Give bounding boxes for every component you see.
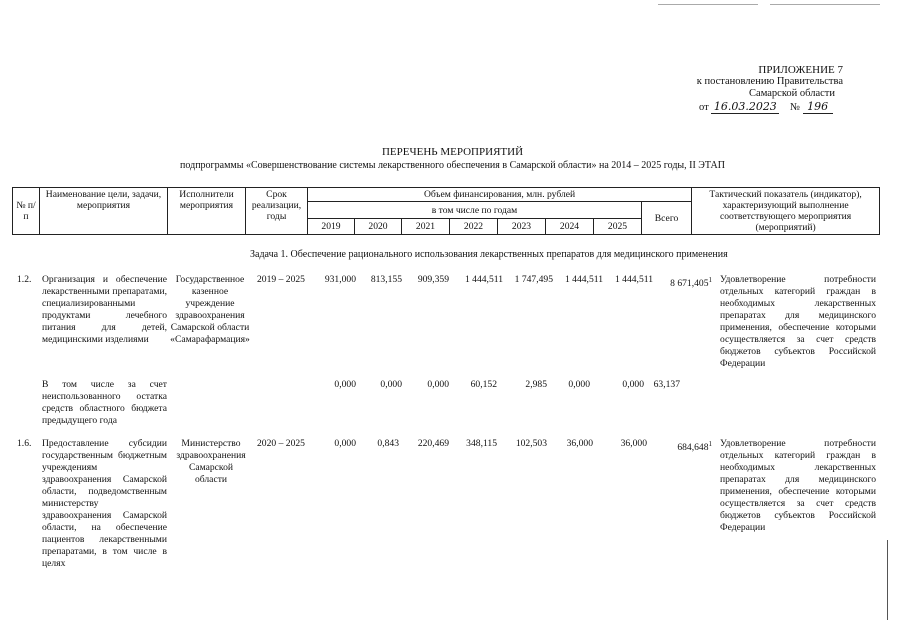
header-num: № п/п: [13, 188, 40, 235]
row-value-2024: 1 444,511: [564, 274, 603, 285]
row-name: Организация и обеспечение лекарственными препаратами, специализированными продуктами лечебного питания для детей, медицинскими изделиями: [42, 274, 167, 345]
row-num: 1.2.: [17, 274, 32, 285]
row-term: 2020 – 2025: [257, 438, 305, 449]
header-year-2020: 2020: [355, 219, 402, 235]
row-total-value: 8 671,405: [670, 278, 709, 290]
number-label: №: [789, 102, 800, 113]
header-by-years: в том числе по годам: [308, 202, 642, 219]
header-year-2024: 2024: [546, 219, 594, 235]
row-total-value: 684,648: [677, 442, 709, 454]
measures-table-header: [12, 187, 880, 235]
header-year-2023: 2023: [498, 219, 546, 235]
appendix-line-2: Самарской области: [749, 88, 835, 99]
row-value-2024: 0,000: [568, 379, 590, 390]
row-value-2023: 102,503: [515, 438, 547, 449]
row-executor: Государственное казенное учреждение здравоохранения Самарской области «Самарафармация»: [170, 274, 250, 345]
from-label: от: [699, 102, 709, 113]
row-value-2025: 0,000: [622, 379, 644, 390]
handwritten-number: 196: [803, 100, 833, 114]
header-year-2025: 2025: [594, 219, 642, 235]
scan-artifact: [658, 4, 758, 5]
row-value-2022: 1 444,511: [464, 274, 503, 285]
row-total-footnote: 1: [708, 276, 712, 284]
row-total: [650, 274, 712, 290]
row-value-2021: 220,469: [417, 438, 449, 449]
row-value-2022: 60,152: [470, 379, 497, 390]
appendix-line-1: к постановлению Правительства: [696, 76, 843, 87]
header-executors: Исполнители мероприятия: [168, 188, 246, 235]
row-total-footnote: 1: [708, 440, 712, 448]
row-value-2019: 0,000: [334, 438, 356, 449]
header-total: Всего: [642, 202, 692, 235]
row-value-2020: 0,843: [377, 438, 399, 449]
row-indicator: Удовлетворение потребности отдельных категорий граждан в необходимых лекарственных препаратах для медицинского применения, обеспечение которыми осуществляется за счет средств бюджетов субъектов Российской Федерации: [720, 274, 876, 369]
scan-artifact: [770, 4, 880, 5]
row-value-2019: 0,000: [334, 379, 356, 390]
document-title: ПЕРЕЧЕНЬ МЕРОПРИЯТИЙ: [381, 146, 524, 158]
row-name: В том числе за счет неиспользованного остатка средств областного бюджета предыдущего года: [42, 379, 167, 426]
row-value-2020: 0,000: [380, 379, 402, 390]
document-subtitle: подпрограммы «Совершенствование системы лекарственного обеспечения в Самарской области» на 2014 – 2025 годы, II ЭТАП: [180, 160, 725, 171]
row-value-2019: 931,000: [324, 274, 356, 285]
appendix-title: ПРИЛОЖЕНИЕ 7: [758, 64, 843, 76]
header-term: Срок реализации, годы: [246, 188, 308, 235]
header-year-2021: 2021: [402, 219, 450, 235]
row-num: 1.6.: [17, 438, 32, 449]
row-value-2023: 1 747,495: [514, 274, 553, 285]
row-value-2025: 36,000: [620, 438, 647, 449]
row-value-2022: 348,115: [466, 438, 497, 449]
row-value-2020: 813,155: [370, 274, 402, 285]
row-value-2023: 2,985: [525, 379, 547, 390]
header-year-2019: 2019: [308, 219, 355, 235]
header-volume: Объем финансирования, млн. рублей: [308, 188, 692, 202]
scan-artifact: [887, 540, 888, 620]
row-name: Предоставление субсидии государственным бюджетным учреждениям здравоохранения Самарской области, подведомственным министерству здравоохранения Самарской области, на обеспечение пациентов лекарственными препаратами, в том числе в целях: [42, 438, 167, 569]
row-term: 2019 – 2025: [257, 274, 305, 285]
row-value-2024: 36,000: [566, 438, 593, 449]
row-executor: Министерство здравоохранения Самарской области: [176, 438, 246, 485]
appendix-date-line: [699, 100, 833, 114]
row-indicator: Удовлетворение потребности отдельных категорий граждан в необходимых лекарственных препаратах для медицинского применения, обеспечение которыми осуществляется за счет средств бюджетов субъектов Российской Федерации: [720, 438, 876, 533]
row-value-2021: 909,359: [417, 274, 449, 285]
handwritten-date: 16.03.2023: [711, 100, 779, 114]
row-total: 63,137: [653, 379, 680, 390]
header-indicator: Тактический показатель (индикатор), характеризующий выполнение соответствующего мероприятия (мероприятий): [692, 188, 880, 235]
header-name: Наименование цели, задачи, мероприятия: [40, 188, 168, 235]
row-value-2021: 0,000: [427, 379, 449, 390]
row-total: [650, 438, 712, 454]
header-year-2022: 2022: [450, 219, 498, 235]
row-value-2025: 1 444,511: [614, 274, 653, 285]
task-heading: Задача 1. Обеспечение рационального использования лекарственных препаратов для медицинского применения: [250, 249, 728, 260]
